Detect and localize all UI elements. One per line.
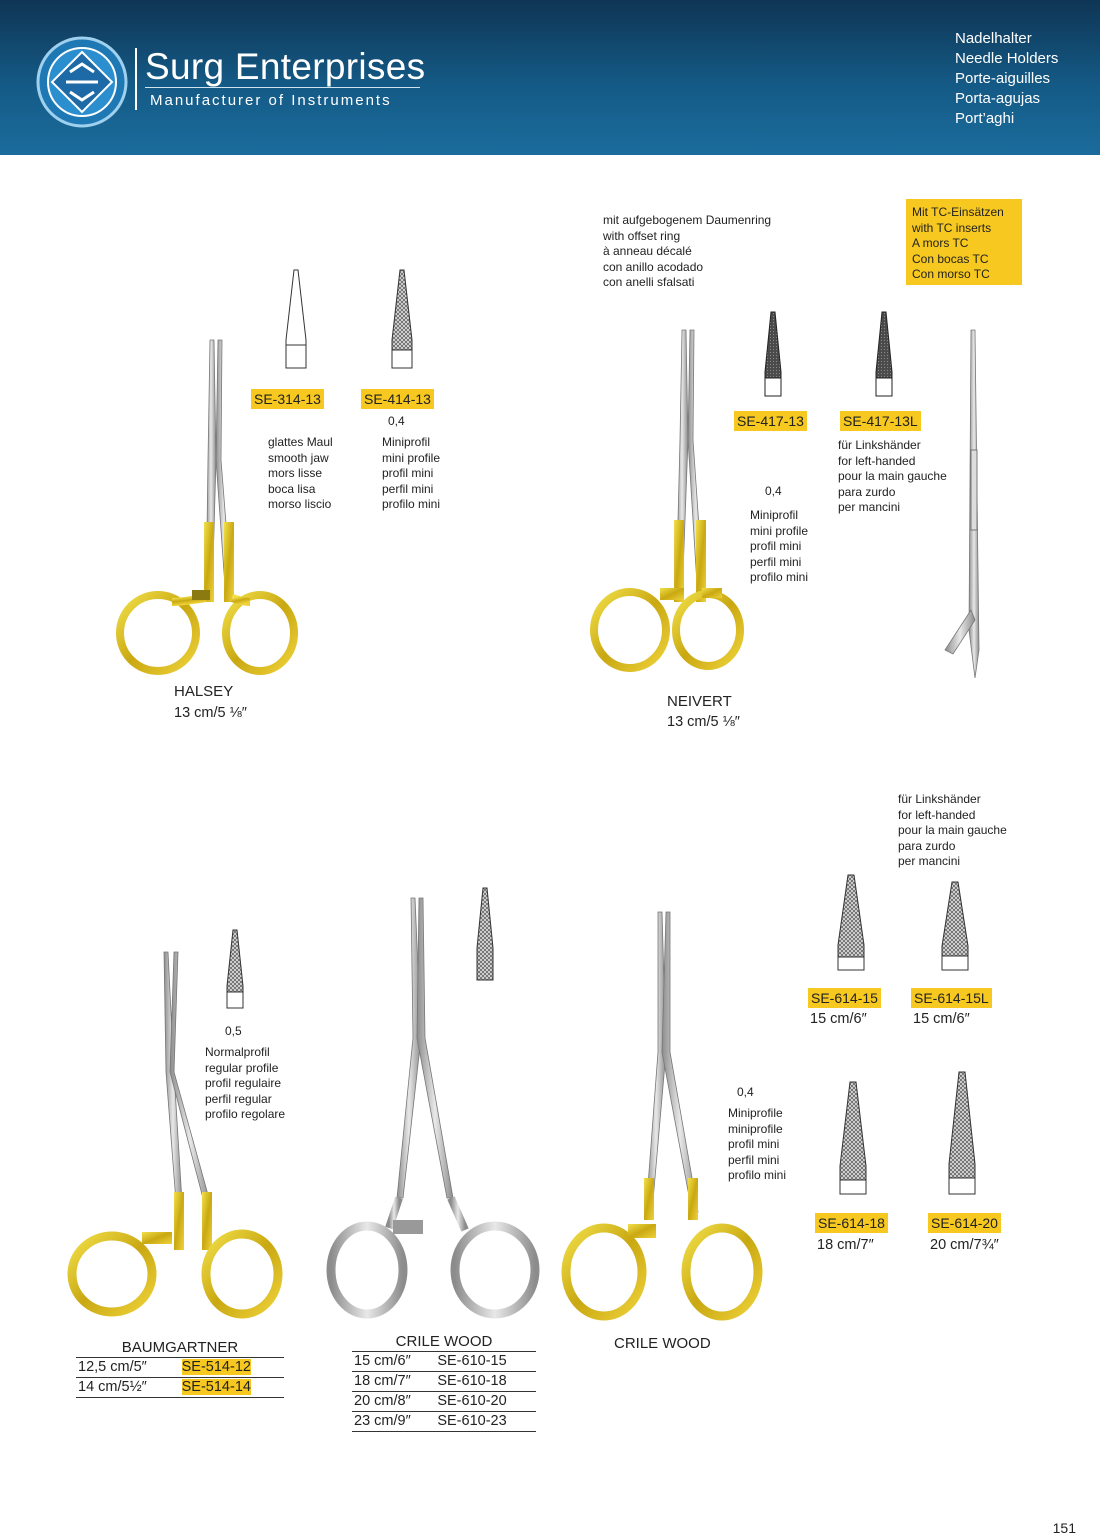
tc-inserts-note: Mit TC-Einsätzen with TC inserts A mors TC Con bocas TC Con morso TC xyxy=(906,199,1022,285)
jaw-smooth-image xyxy=(284,270,308,368)
jaw-description: glattes Maul smooth jaw mors lisse boca lisa morso liscio xyxy=(268,435,333,511)
jaw-regular-profile-image xyxy=(225,930,245,1008)
instrument-size: 13 cm/5 ⅛″ xyxy=(174,705,247,721)
product-code: SE-614-18 xyxy=(815,1213,888,1233)
category-title: Needle Holders xyxy=(955,50,1059,67)
category-title: Nadelhalter xyxy=(955,30,1032,47)
jaw-614-18-image xyxy=(836,1082,870,1194)
jaw-614-15-image xyxy=(834,875,868,970)
instrument-size: 15 cm/6″ xyxy=(913,1011,970,1027)
category-titles xyxy=(955,29,1058,129)
instrument-size: 13 cm/5 ⅛″ xyxy=(667,714,740,730)
brand-subtitle: Manufacturer of Instruments xyxy=(150,92,392,109)
product-code: SE-417-13 xyxy=(734,411,807,431)
category-title: Porte-aiguilles xyxy=(955,70,1051,87)
crile-wood-instrument-image xyxy=(325,898,555,1323)
jaw-description: Normalprofil regular profile profil regulaire perfil regular profilo regolare xyxy=(205,1045,286,1121)
product-code: SE-514-14 xyxy=(181,1379,251,1395)
jaw-tc-image xyxy=(763,312,783,396)
table-row: 15 cm/6″ SE-610-15 xyxy=(352,1352,536,1372)
instrument-name: CRILE WOOD xyxy=(614,1335,711,1352)
crile-wood-size-table xyxy=(352,1332,536,1432)
product-code: SE-610-15 xyxy=(435,1352,536,1372)
jaw-description: Miniprofile miniprofile profil mini perfil mini profilo mini xyxy=(728,1106,787,1182)
page-number: 151 xyxy=(1052,1520,1076,1536)
brand-divider xyxy=(135,48,137,110)
jaw-614-20-image xyxy=(945,1072,979,1194)
product-code: SE-614-20 xyxy=(928,1213,1001,1233)
instrument-size: 20 cm/7¾″ xyxy=(930,1237,999,1253)
jaw-measure: 0,5 xyxy=(225,1024,242,1038)
product-code: SE-514-12 xyxy=(181,1359,251,1375)
jaw-description: Miniprofil mini profile profil mini perfil mini profilo mini xyxy=(382,435,441,511)
jaw-mini-profile-image xyxy=(390,270,414,368)
table-title: CRILE WOOD xyxy=(352,1332,536,1352)
neivert-instrument-image xyxy=(590,330,740,680)
table-row: 14 cm/5½″ SE-514-14 xyxy=(76,1378,284,1398)
jaw-measure: 0,4 xyxy=(765,484,782,498)
jaw-measure: 0,4 xyxy=(388,414,405,428)
product-code: SE-610-23 xyxy=(435,1412,536,1432)
product-code: SE-414-13 xyxy=(361,389,434,409)
table-row: 20 cm/8″ SE-610-20 xyxy=(352,1392,536,1412)
instrument-name: NEIVERT xyxy=(667,693,732,710)
brand-rule xyxy=(145,87,420,88)
category-title: Port’aghi xyxy=(955,110,1015,127)
halsey-instrument-image xyxy=(110,340,270,685)
jaw-measure: 0,4 xyxy=(737,1085,754,1099)
product-code: SE-610-18 xyxy=(435,1372,536,1392)
instrument-size: 18 cm/7″ xyxy=(817,1237,874,1253)
table-row: 23 cm/9″ SE-610-23 xyxy=(352,1412,536,1432)
brand-name: Surg Enterprises xyxy=(145,46,426,87)
category-title: Porta-agujas xyxy=(955,90,1041,107)
company-logo-icon xyxy=(36,36,128,128)
product-code: SE-614-15L xyxy=(911,988,992,1008)
instrument-name: HALSEY xyxy=(174,683,234,700)
left-hand-description: für Linkshänder for left-handed pour la main gauche para zurdo per mancini xyxy=(898,792,1007,868)
table-title: BAUMGARTNER xyxy=(76,1338,284,1358)
product-code: SE-610-20 xyxy=(435,1392,536,1412)
baumgartner-instrument-image xyxy=(64,952,284,1322)
jaw-description: Miniprofil mini profile profil mini perfil mini profilo mini xyxy=(750,508,809,584)
page-header xyxy=(0,0,1100,155)
jaw-crile-wood-image xyxy=(475,888,495,980)
product-code: SE-614-15 xyxy=(808,988,881,1008)
jaw-tc-left-image xyxy=(874,312,894,396)
left-hand-description: für Linkshänder for left-handed pour la main gauche para zurdo per mancini xyxy=(838,438,947,514)
product-code: SE-417-13L xyxy=(840,411,921,431)
baumgartner-size-table xyxy=(76,1338,284,1398)
table-row: 18 cm/7″ SE-610-18 xyxy=(352,1372,536,1392)
instrument-size: 15 cm/6″ xyxy=(810,1011,867,1027)
offset-ring-note: mit aufgebogenem Daumenring with offset ring à anneau décalé con anillo acodado con anelli sfalsati xyxy=(603,213,772,289)
product-code: SE-314-13 xyxy=(251,389,324,409)
jaw-614-15l-image xyxy=(938,882,972,970)
table-row: 12,5 cm/5″ SE-514-12 xyxy=(76,1358,284,1378)
